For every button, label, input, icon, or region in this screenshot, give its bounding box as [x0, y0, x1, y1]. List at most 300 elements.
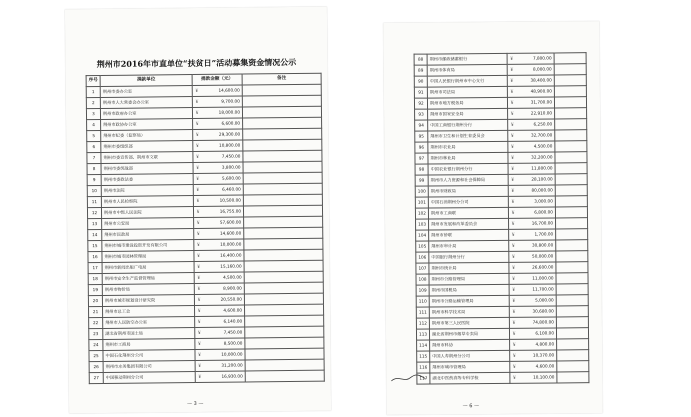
note-cell [556, 218, 588, 229]
donor-unit: 荆州市体育局 [427, 64, 507, 76]
amount-value: 20,550.00 [220, 296, 242, 302]
amount-cell [195, 371, 245, 383]
currency-symbol: ￥ [511, 297, 516, 303]
amount-cell [507, 75, 554, 86]
currency-symbol: ￥ [510, 121, 515, 127]
currency-symbol: ￥ [512, 341, 517, 347]
currency-symbol: ￥ [194, 87, 199, 93]
row-number: 1 [86, 87, 100, 98]
note-cell [244, 260, 323, 272]
donor-unit: 荆州市统计局 [429, 262, 509, 274]
donor-unit: 荆州市新闻出版广电局 [102, 262, 194, 274]
note-cell [557, 339, 589, 350]
amount-value: 11,800.00 [531, 165, 553, 171]
amount-cell [508, 185, 555, 196]
currency-symbol: ￥ [509, 66, 514, 72]
donor-unit: 荆州市安全生产监督管理局 [102, 273, 194, 285]
amount-cell [509, 317, 556, 328]
currency-symbol: ￥ [194, 98, 200, 104]
donor-unit: 荆州市林业局 [428, 152, 508, 164]
amount-value: 7,450.00 [221, 153, 241, 159]
row-number: 6 [87, 142, 101, 153]
row-number: 9 [87, 175, 101, 186]
amount-cell [510, 361, 557, 372]
note-cell [244, 227, 323, 239]
row-number: 115 [417, 351, 430, 362]
row-number: 109 [416, 285, 429, 296]
amount-value: 11,700.00 [532, 286, 554, 292]
amount-value: 32,200.00 [531, 154, 553, 160]
amount-value: 28,100.00 [531, 176, 553, 182]
note-cell [554, 75, 586, 86]
donor-unit: 荆州市财政局 [428, 185, 508, 197]
amount-cell [508, 141, 555, 152]
amount-value: 4,800.00 [535, 341, 555, 347]
currency-symbol: ￥ [195, 120, 200, 126]
donor-unit: 中国移动荆州分公司 [103, 372, 195, 384]
donor-unit: 荆州市邮政储蓄银行 [427, 53, 507, 65]
currency-symbol: ￥ [510, 187, 515, 193]
amount-value: 31,200.00 [221, 362, 243, 368]
note-cell [243, 194, 322, 206]
note-cell [243, 150, 322, 162]
row-number: 24 [89, 340, 103, 351]
amount-cell [193, 162, 243, 174]
row-number: 99 [415, 175, 428, 186]
donor-unit: 荆州市司法局 [427, 86, 507, 98]
donor-unit: 荆州市人大常委会办公室 [100, 97, 192, 109]
row-number: 108 [416, 274, 429, 285]
row-number: 10 [87, 186, 101, 197]
currency-symbol: ￥ [197, 340, 202, 346]
header-note: 备注 [242, 73, 321, 85]
row-number: 15 [88, 241, 102, 252]
donor-unit: 荆州市城市管理局 [430, 361, 510, 373]
currency-symbol: ￥ [196, 219, 201, 225]
amount-cell [509, 273, 556, 284]
row-number: 103 [416, 219, 429, 230]
amount-cell [195, 316, 245, 328]
donor-unit: 荆州市委统战部 [101, 163, 193, 175]
currency-symbol: ￥ [196, 252, 201, 258]
amount-value: 32,700.00 [530, 132, 553, 138]
amount-cell [195, 360, 245, 372]
row-number: 2 [86, 98, 100, 109]
row-number: 101 [415, 197, 428, 208]
amount-value: 3,000.00 [534, 198, 553, 204]
note-cell [244, 249, 323, 261]
donor-unit: 荆州市民政局 [102, 229, 194, 241]
amount-cell [508, 163, 555, 174]
amount-cell [507, 64, 554, 75]
donor-unit: 荆州市委宣传部、荆州市文联 [101, 152, 193, 164]
row-number: 116 [417, 362, 430, 373]
donor-unit: 湖北省荆州市烟草专卖局 [429, 328, 509, 340]
donor-unit: 中国石化荆州分公司 [103, 350, 195, 362]
amount-cell [510, 372, 557, 383]
amount-value: 6,460.00 [222, 186, 241, 192]
currency-symbol: ￥ [511, 330, 517, 336]
row-number: 95 [415, 131, 428, 142]
note-cell [556, 295, 588, 306]
amount-value: 4,500.00 [533, 143, 553, 149]
row-number: 23 [89, 329, 103, 340]
row-number: 90 [414, 76, 427, 87]
note-cell [245, 315, 324, 327]
row-number: 4 [87, 120, 101, 131]
handwritten-mark [390, 372, 426, 384]
amount-value: 10,800.00 [218, 142, 241, 148]
amount-cell [508, 108, 555, 119]
amount-value: 8,000.00 [533, 66, 552, 72]
donor-unit: 荆州市地方税务局 [427, 97, 507, 109]
amount-value: 10,500.00 [219, 197, 241, 203]
amount-cell [195, 305, 245, 317]
donor-unit: 湖北中医药高等专科学校 [430, 372, 510, 384]
row-number: 18 [88, 274, 102, 285]
donor-unit: 中国农业银行荆州分行 [428, 163, 508, 175]
note-cell [243, 172, 322, 184]
amount-value: 7,800.00 [532, 55, 552, 61]
donor-unit: 荆州市审计局 [429, 240, 509, 252]
row-number: 97 [415, 153, 428, 164]
currency-symbol: ￥ [195, 131, 200, 137]
table-row [417, 372, 589, 385]
note-cell [243, 117, 322, 129]
amount-cell [194, 239, 244, 251]
page-number: — 6 — [462, 403, 480, 410]
donation-table-left [86, 73, 325, 384]
amount-cell [194, 228, 244, 240]
donor-unit: 荆州市国家安全局 [428, 108, 508, 120]
currency-symbol: ￥ [196, 230, 201, 236]
amount-cell [193, 184, 243, 196]
amount-value: 5,600.00 [221, 175, 241, 181]
amount-value: 6,600.00 [221, 120, 241, 126]
amount-cell [194, 272, 244, 284]
note-cell [245, 359, 324, 371]
currency-symbol: ￥ [510, 143, 515, 149]
amount-value: 4,500.00 [223, 274, 242, 280]
currency-symbol: ￥ [510, 176, 515, 182]
row-number: 102 [415, 208, 428, 219]
donor-unit: 荆州市总工会 [103, 306, 195, 318]
row-number: 14 [88, 230, 102, 241]
row-number: 25 [89, 351, 103, 362]
row-number: 93 [415, 109, 428, 120]
donor-unit: 荆州市人力资源和社会保障局 [428, 174, 508, 186]
amount-cell [194, 217, 244, 229]
row-number: 19 [88, 285, 102, 296]
donor-unit: 中国人民银行荆州市中心支行 [427, 75, 507, 87]
currency-symbol: ￥ [197, 318, 202, 324]
amount-value: 6,100.00 [535, 330, 555, 336]
amount-value: 5,000.00 [535, 297, 554, 303]
amount-cell [193, 195, 243, 207]
currency-symbol: ￥ [512, 363, 517, 369]
donor-unit: 荆州市中级人民法院 [101, 207, 193, 219]
currency-symbol: ￥ [510, 165, 515, 171]
note-cell [242, 106, 321, 118]
currency-symbol: ￥ [195, 164, 200, 170]
donor-unit: 中国石油荆州分公司 [428, 196, 508, 208]
currency-symbol: ￥ [509, 99, 515, 105]
document-title: 荆州市2016年市直单位“扶贫日”活动募集资金情况公示 [96, 56, 297, 70]
note-cell [556, 273, 588, 284]
page-number: — 3 — [187, 400, 204, 408]
amount-cell [193, 140, 243, 152]
currency-symbol: ￥ [196, 285, 202, 291]
row-number: 106 [416, 252, 429, 263]
amount-cell [509, 295, 556, 306]
note-cell [555, 130, 587, 141]
amount-value: 4,600.00 [223, 307, 243, 313]
row-number: 13 [88, 219, 102, 230]
row-number: 22 [89, 318, 103, 329]
note-cell [555, 174, 587, 185]
amount-value: 10,100.00 [533, 374, 555, 380]
amount-value: 48,900.00 [530, 88, 552, 94]
currency-symbol: ￥ [511, 319, 517, 325]
amount-cell [508, 196, 555, 207]
amount-cell [193, 129, 243, 141]
note-cell [245, 348, 324, 360]
donor-unit: 荆州市第三人民医院 [429, 317, 509, 329]
amount-cell [194, 283, 244, 295]
row-number: 26 [89, 362, 103, 373]
donor-unit: 荆州市城市规划设计研究院 [102, 295, 194, 307]
amount-value: 14,600.00 [218, 87, 240, 93]
amount-value: 31,700.00 [530, 99, 553, 105]
currency-symbol: ￥ [197, 351, 202, 357]
amount-value: 8,500.00 [223, 340, 243, 346]
donor-unit: 荆州市委办公室 [100, 86, 192, 98]
header-number: 序号 [86, 76, 100, 87]
amount-value: 74,800.00 [532, 319, 554, 325]
amount-cell [508, 119, 555, 130]
amount-cell [195, 327, 245, 339]
donor-unit: 荆州市国税局 [429, 284, 509, 296]
amount-cell [195, 338, 245, 350]
note-cell [556, 262, 588, 273]
row-number: 92 [414, 98, 427, 109]
row-number: 16 [88, 252, 102, 263]
amount-cell [510, 350, 557, 361]
row-number: 27 [89, 373, 103, 384]
note-cell [555, 119, 587, 130]
row-number: 11 [87, 197, 101, 208]
currency-symbol: ￥ [196, 296, 202, 302]
currency-symbol: ￥ [197, 329, 202, 335]
row-number: 96 [415, 142, 428, 153]
currency-symbol: ￥ [511, 253, 516, 259]
amount-value: 6,140.00 [223, 318, 243, 324]
amount-cell [509, 262, 556, 273]
amount-value: 30,800.00 [531, 242, 554, 248]
donor-unit: 荆州市人民防空办公室 [103, 317, 195, 329]
currency-symbol: ￥ [196, 241, 201, 247]
row-number: 88 [414, 54, 427, 65]
amount-value: 10,000.00 [220, 241, 242, 247]
row-number: 12 [87, 208, 101, 219]
amount-value: 29,300.00 [218, 131, 241, 137]
donor-unit: 荆州市政府办公室 [100, 108, 192, 120]
note-cell [245, 326, 324, 338]
note-cell [556, 284, 588, 295]
amount-cell [507, 86, 554, 97]
currency-symbol: ￥ [196, 274, 201, 280]
note-cell [245, 370, 324, 382]
donor-unit: 荆州市科协 [430, 339, 510, 351]
note-cell [557, 372, 589, 383]
currency-symbol: ￥ [509, 77, 515, 83]
amount-cell [508, 207, 555, 218]
amount-cell [508, 152, 555, 163]
row-number: 5 [87, 131, 101, 142]
amount-value: 16,700.00 [531, 220, 554, 226]
note-cell [243, 139, 322, 151]
note-cell [243, 183, 322, 195]
note-cell [556, 240, 588, 251]
amount-value: 30,680.00 [532, 308, 554, 314]
row-number: 7 [87, 153, 101, 164]
note-cell [556, 317, 588, 328]
note-cell [245, 337, 324, 349]
table-row [89, 370, 324, 383]
row-number: 111 [416, 307, 429, 318]
amount-value: 38,400.00 [530, 77, 552, 83]
amount-cell [510, 339, 557, 350]
amount-cell [193, 173, 243, 185]
row-number: 3 [86, 109, 100, 120]
amount-value: 8,900.00 [223, 285, 242, 291]
note-cell [244, 271, 323, 283]
amount-cell [193, 151, 243, 163]
amount-value: 3,800.00 [221, 164, 241, 170]
note-cell [554, 97, 586, 108]
amount-cell [509, 251, 556, 262]
donor-unit: 荆州市发展和改革委员会 [429, 218, 509, 230]
donor-unit: 中国工商银行荆州分行 [428, 119, 508, 131]
note-cell [556, 328, 588, 339]
currency-symbol: ￥ [512, 374, 517, 380]
note-cell [554, 64, 586, 75]
amount-cell [508, 130, 555, 141]
donor-unit: 荆州市公路运输管理局 [429, 295, 509, 307]
row-number: 104 [416, 230, 429, 241]
note-cell [244, 282, 323, 294]
row-number: 110 [416, 296, 429, 307]
amount-value: 10,000.00 [221, 351, 243, 357]
amount-value: 6,800.00 [534, 209, 553, 215]
currency-symbol: ￥ [511, 275, 516, 281]
currency-symbol: ￥ [512, 352, 517, 358]
amount-value: 4,600.00 [535, 363, 555, 369]
amount-cell [507, 97, 554, 108]
row-number: 21 [89, 307, 103, 318]
row-number: 94 [415, 120, 428, 131]
currency-symbol: ￥ [509, 88, 515, 94]
currency-symbol: ￥ [510, 209, 516, 215]
currency-symbol: ￥ [195, 153, 200, 159]
note-cell [554, 53, 586, 64]
donor-unit: 荆州市侨联 [429, 229, 509, 241]
amount-value: 22,910.00 [530, 110, 553, 116]
amount-cell [194, 294, 244, 306]
amount-value: 9,700.00 [221, 98, 240, 104]
amount-value: 16,755.00 [219, 208, 242, 214]
note-cell [555, 152, 587, 163]
note-cell [557, 350, 589, 361]
currency-symbol: ￥ [197, 362, 202, 368]
row-number: 8 [87, 164, 101, 175]
amount-cell [193, 118, 243, 130]
row-number: 117 [417, 373, 430, 384]
currency-symbol: ￥ [511, 231, 516, 237]
note-cell [242, 84, 321, 96]
amount-value: 7,450.00 [223, 329, 243, 335]
row-number: 100 [415, 186, 428, 197]
amount-cell [194, 250, 244, 262]
donor-unit: 荆州市政协办公室 [101, 119, 193, 131]
currency-symbol: ￥ [195, 142, 200, 148]
amount-cell [509, 218, 556, 229]
note-cell [243, 205, 322, 217]
amount-value: 80,000.00 [531, 187, 553, 193]
currency-symbol: ￥ [194, 109, 200, 115]
currency-symbol: ￥ [511, 264, 516, 270]
donor-unit: 荆州市卫生和计划生育委员会 [428, 130, 508, 142]
row-number: 112 [416, 318, 429, 329]
amount-cell [509, 229, 556, 240]
amount-value: 26,600.00 [532, 264, 554, 270]
amount-cell [509, 328, 556, 339]
note-cell [555, 163, 587, 174]
document-page-right [383, 21, 602, 415]
note-cell [555, 185, 587, 196]
note-cell [555, 141, 587, 152]
amount-value: 1,700.00 [534, 231, 554, 237]
currency-symbol: ￥ [511, 286, 516, 292]
amount-cell [508, 174, 555, 185]
note-cell [557, 361, 589, 372]
donor-unit: 荆州市城市园林管理局 [102, 251, 194, 263]
row-number: 98 [415, 164, 428, 175]
donor-unit: 荆州市人民检察院 [101, 196, 193, 208]
row-number: 114 [417, 340, 430, 351]
amount-cell [194, 261, 244, 273]
amount-cell [192, 107, 242, 119]
amount-cell [507, 53, 554, 64]
donor-unit: 荆州市工商联 [428, 207, 508, 219]
row-number: 91 [414, 87, 427, 98]
note-cell [244, 293, 323, 305]
header-amount: 捐款金额（元） [192, 74, 242, 86]
currency-symbol: ￥ [195, 197, 201, 203]
note-cell [556, 229, 588, 240]
note-cell [556, 251, 588, 262]
amount-value: 16,400.00 [220, 252, 242, 258]
donor-unit: 荆州市纪委（监察局） [101, 130, 193, 142]
donation-table-right [414, 52, 590, 384]
amount-value: 18,000.00 [218, 109, 241, 115]
currency-symbol: ￥ [195, 186, 201, 192]
note-cell [242, 95, 321, 107]
amount-cell [192, 96, 242, 108]
donor-unit: 荆州市法院 [101, 185, 193, 197]
document-page-left [65, 7, 331, 414]
donor-unit: 中国人寿荆州分公司 [430, 350, 510, 362]
